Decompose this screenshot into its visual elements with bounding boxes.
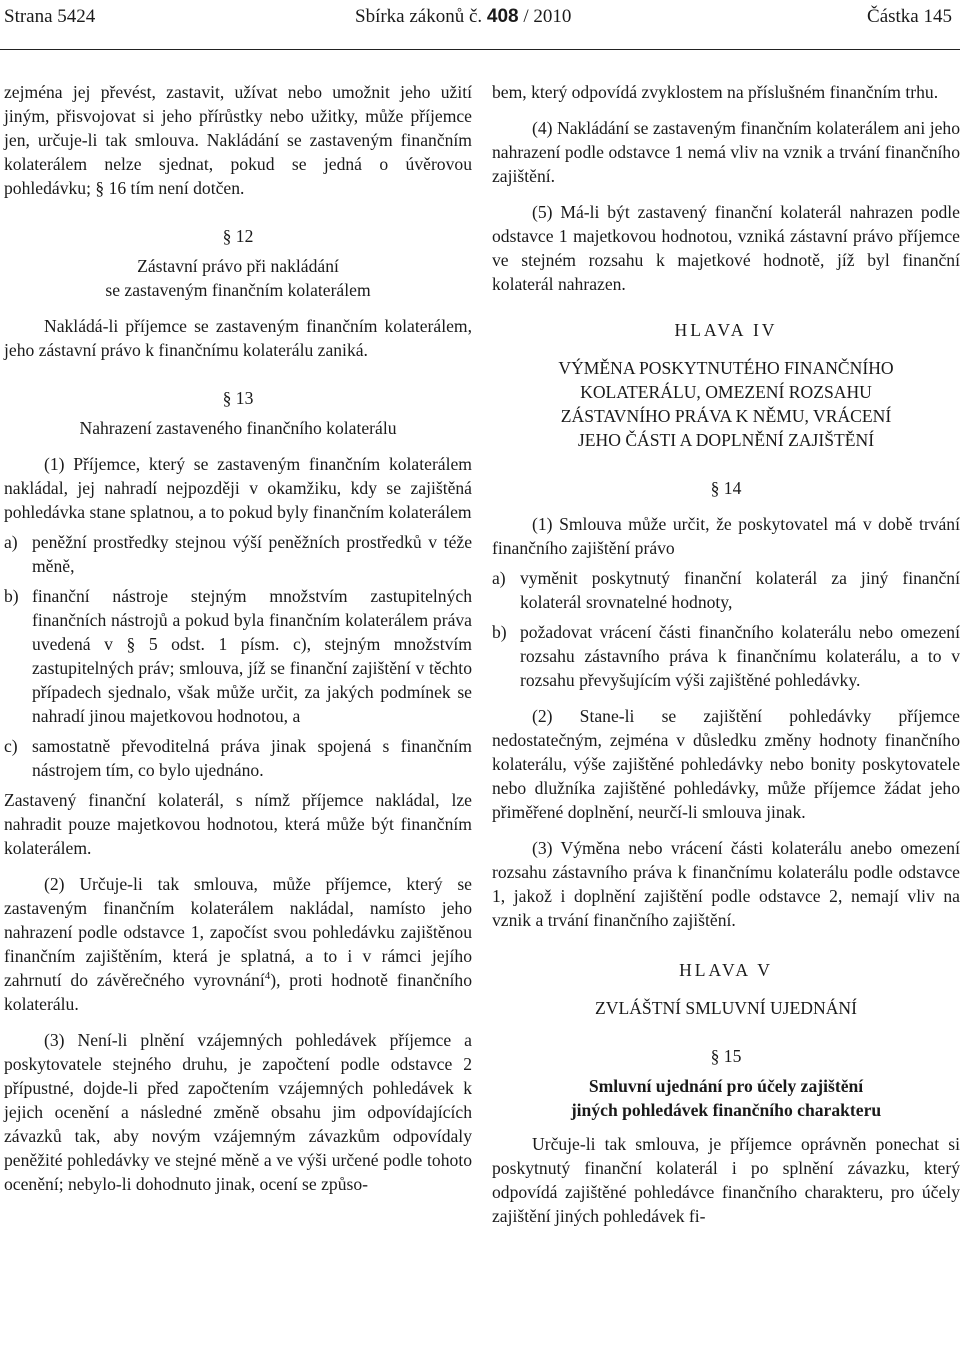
list-item: [4, 584, 472, 728]
list-item-label: a): [492, 568, 506, 588]
section-15-title-line2: jiných pohledávek finančního charakteru: [570, 1100, 882, 1120]
chapter-5-label: HLAVA V: [679, 960, 773, 980]
section-12-text: Nakládá-li příjemce se zastaveným finančním kolaterálem, jeho zástavní právo k finančnímu kolaterálu zaniká.: [4, 316, 472, 360]
section-14-paragraph-3: (3) Výměna nebo vrácení části kolaterálu anebo omezení rozsahu zástavního práva k finančnímu kolaterálu podle odstavce 1, jakož i doplnění zajištění podle odstavce 2, nemají vliv na vznik a trvání finančního zajištění.: [492, 838, 960, 930]
list-item-label: c): [4, 736, 18, 756]
section-15-text: Určuje-li tak smlouva, je příjemce oprávněn ponechat si poskytnutý finanční kolaterál i po splnění závazku, který odpovídá zajištěné pohledávce finančního charakteru, pro účely zajištění jiných pohledávek fi-: [492, 1134, 960, 1226]
list-item-label: b): [492, 622, 507, 642]
section-15-number: § 15: [710, 1046, 742, 1066]
list-item: [4, 530, 472, 578]
section-13-list: [4, 530, 472, 782]
list-item: [492, 566, 960, 614]
collection-title: [355, 0, 571, 34]
chapter-4-label: HLAVA IV: [674, 320, 778, 340]
chapter-4-title-line3: ZÁSTAVNÍHO PRÁVA K NĚMU, VRÁCENÍ: [560, 406, 892, 426]
section-12-title-line1: Zástavní právo při nakládání: [137, 256, 339, 276]
collection-label: Sbírka zákonů č.: [355, 6, 483, 27]
page-number: Strana 5424: [4, 6, 96, 27]
chapter-4-title-line2: KOLATERÁLU, OMEZENÍ ROZSAHU: [580, 382, 872, 402]
chapter-5-title: ZVLÁŠTNÍ SMLUVNÍ UJEDNÁNÍ: [595, 998, 857, 1018]
section-14-list: [492, 566, 960, 692]
chapter-4-title-line4: JEHO ČÁSTI A DOPLNĚNÍ ZAJIŠTĚNÍ: [577, 430, 875, 450]
list-item: [492, 620, 960, 692]
section-13-paragraph-1: (1) Příjemce, který se zastaveným finančním kolaterálem nakládal, jej nahradí nejpozději v okamžiku, kdy se zajištěná pohledávka stane splatnou, a to pokud byly finančním kolaterálem: [4, 454, 472, 522]
law-year: / 2010: [523, 6, 572, 27]
chapter-4-title-line1: VÝMĚNA POSKYTNUTÉHO FINANČNÍHO: [558, 358, 894, 378]
right-column: [492, 80, 960, 1228]
section-13-number: § 13: [222, 388, 254, 408]
header-divider: [0, 49, 960, 50]
list-item-text: finanční nástroje stejným množstvím zastupitelných finančních nástrojů a pokud byla finančním kolaterálem práva uvedená v § 5 odst. 1 písm. c), stejným množstvím zastupitelných práv; smlouva, jíž se finanční zajištění v těchto případech sjednalo, však může určit, za jakých podmínek se nahradí jinou majetkovou hodnotou, a: [32, 586, 472, 726]
list-item-label: b): [4, 586, 19, 606]
section-13-paragraph-5: (5) Má-li být zastavený finanční kolaterál nahrazen podle odstavce 1 majetkovou hodnotou, vzniká zástavní právo příjemce ve stejném rozsahu k majetkové hodnotě, jíž byl finanční kolaterál nahrazen.: [492, 202, 960, 294]
section-14-paragraph-2: (2) Stane-li se zajištění pohledávky příjemce nedostatečným, zejména v důsledku změny hodnoty finančního kolaterálu, výše zajištěné pohledávky nebo bonity poskytovatele nebo dlužníka zajištěné pohledávky, může příjemce žádat jeho přiměřené doplnění, neurčí-li smlouva jinak.: [492, 706, 960, 822]
section-13-paragraph-3: (3) Není-li plnění vzájemných pohledávek příjemce a poskytovatele stejného druhu, je započtení podle odstavce 2 přípustné, dojde-li před započtením vzájemných pohledávek k jejich ocenění a následné změně obsahu jim odpovídajících závazků tak, aby novým vzájemným závazkům odpovídaly peněžité pohledávky ve stejné měně a ve výši určené podle tohoto ocenění; nebylo-li dohodnuto jinak, ocení se způso-: [4, 1030, 472, 1194]
section-12-number: § 12: [222, 226, 254, 246]
page-header: [0, 0, 960, 34]
section-14-number: § 14: [710, 478, 742, 498]
list-item-text: peněžní prostředky stejnou výší peněžních prostředků v téže měně,: [32, 532, 472, 576]
section-13-paragraph-2: [4, 872, 472, 1016]
law-number: 408: [486, 6, 519, 27]
paragraph-2-text: (2) Určuje-li tak smlouva, může příjemce, který se zastaveným finančním kolaterálem nakládal, namísto jeho nahrazení podle odstavce 1, započíst svou pohledávku zajištěnou finančním zajištěním, která je splatná, a to i v rámci jejího zahrnutí do závěrečného vyrovnání: [4, 874, 472, 990]
list-item-text: požadovat vrácení části finančního kolaterálu nebo omezení rozsahu zástavního práva k finančnímu kolaterálu, a to v rozsahu převyšujícím výši zajištěné pohledávky.: [520, 622, 960, 690]
list-item-label: a): [4, 532, 18, 552]
list-item: [4, 734, 472, 782]
continued-paragraph: bem, který odpovídá zvyklostem na příslušném finančním trhu.: [492, 82, 939, 102]
section-14-paragraph-1: (1) Smlouva může určit, že poskytovatel má v době trvání finančního zajištění právo: [492, 514, 960, 558]
section-13-title: Nahrazení zastaveného finančního kolaterálu: [79, 418, 397, 438]
section-13-after-list: Zastavený finanční kolaterál, s nímž příjemce nakládal, lze nahradit pouze majetkovou hodnotou, která může být finančním kolaterálem.: [4, 790, 472, 858]
section-13-paragraph-4: (4) Nakládání se zastaveným finančním kolaterálem ani jeho nahrazení podle odstavce 1 nemá vliv na vznik a trvání finančního zajištění.: [492, 118, 960, 186]
list-item-text: vyměnit poskytnutý finanční kolaterál za jiný finanční kolaterál srovnatelné hodnoty,: [520, 568, 960, 612]
paragraph-2-text-end: ), proti hodnotě finančního kolaterálu.: [4, 970, 472, 1014]
section-12-title-line2: se zastaveným finančním kolaterálem: [105, 280, 371, 300]
list-item-text: samostatně převoditelná práva jinak spojená s finančním nástrojem tím, co bylo ujednáno.: [32, 736, 472, 780]
intro-paragraph: zejména jej převést, zastavit, užívat nebo umožnit jeho užití jiným, přisvojovat si jeho přírůstky nebo užitky, může příjemce jen, určuje-li tak smlouva. Nakládání se zastaveným finančním kolaterálem nelze sjednat, pokud se jedná o úvěrovou pohledávku; § 16 tím není dotčen.: [4, 82, 472, 198]
footnote-ref: 4: [264, 970, 271, 983]
left-column: [4, 80, 472, 1196]
section-15-title-line1: Smluvní ujednání pro účely zajištění: [588, 1076, 864, 1096]
part-number: Částka 145: [867, 6, 952, 27]
